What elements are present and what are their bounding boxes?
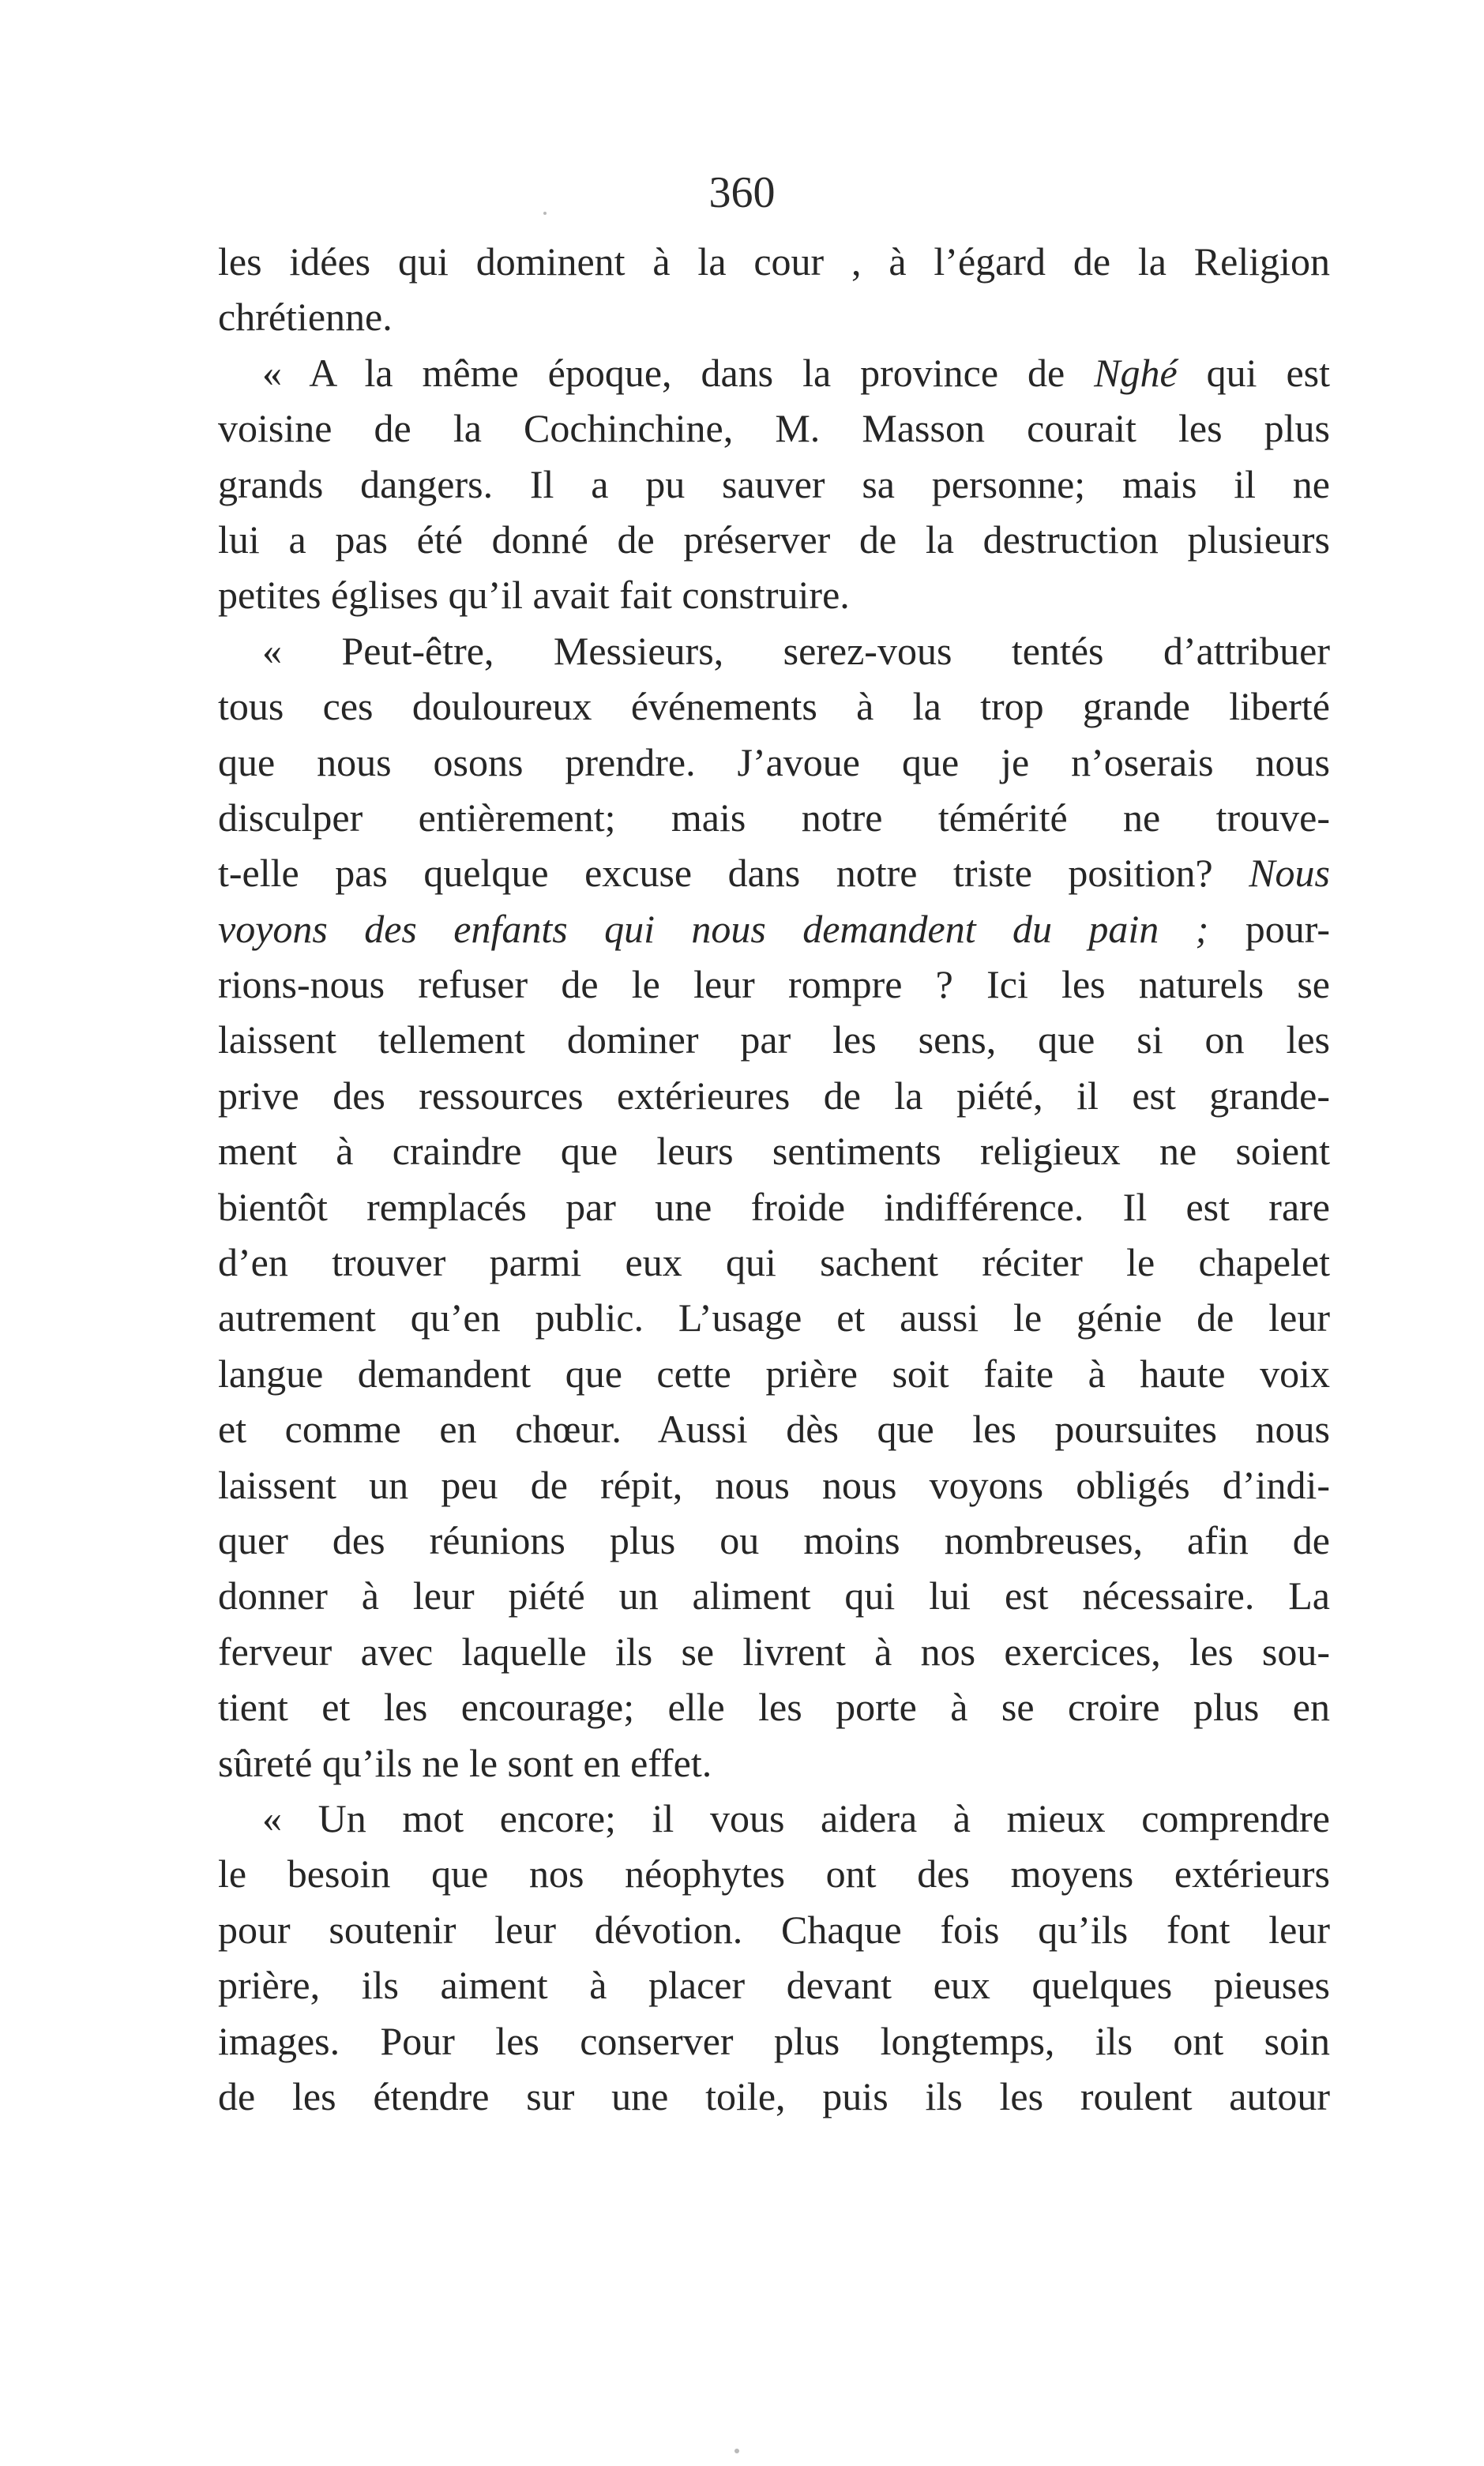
text-run: et comme en chœur. Aussi dès que les poursuites nous: [218, 1407, 1330, 1452]
text-line: [218, 1179, 1330, 1235]
text-line: [218, 957, 1330, 1012]
text-line: [218, 289, 1330, 344]
text-run: t-elle pas quelque excuse dans notre triste position?: [218, 851, 1249, 896]
text-line: [218, 1568, 1330, 1623]
text-line: [218, 679, 1330, 734]
paper-speck: [543, 212, 547, 215]
italic-text-run: Nous: [1249, 851, 1330, 896]
text-line: [218, 1346, 1330, 1401]
text-line: [218, 1679, 1330, 1735]
text-run: de les étendre sur une toile, puis ils les roulent autour: [218, 2073, 1330, 2118]
text-run: bientôt remplacés par une froide indifférence. Il est rare: [218, 1184, 1330, 1229]
text-line: [218, 1902, 1330, 1957]
text-line: [218, 512, 1330, 567]
text-line: [218, 457, 1330, 512]
text-line: [218, 567, 1330, 622]
text-run: rions-nous refuser de le leur rompre ? Ici les naturels se: [218, 962, 1330, 1007]
paper-speck: [734, 2449, 739, 2453]
text-line: [218, 1513, 1330, 1568]
text-line: [218, 234, 1330, 289]
text-line: [218, 1624, 1330, 1679]
text-run: images. Pour les conserver plus longtemps, ils ont soin: [218, 2018, 1330, 2063]
text-line: [218, 1123, 1330, 1178]
text-run: qui est: [1177, 350, 1330, 395]
text-run: donner à leur piété un aliment qui lui est nécessaire. La: [218, 1573, 1330, 1618]
italic-text-run: Nghé: [1094, 350, 1178, 395]
text-run: langue demandent que cette prière soit faite à haute voix: [218, 1351, 1330, 1396]
text-line: [218, 1846, 1330, 1901]
text-run: laissent tellement dominer par les sens, que si on les: [218, 1017, 1330, 1062]
text-run: tient et les encourage; elle les porte à se croire plus en: [218, 1685, 1330, 1730]
page-number: 360: [708, 168, 776, 217]
text-run: sûreté qu’ils ne le sont en effet.: [218, 1740, 712, 1785]
text-run: le besoin que nos néophytes ont des moyens extérieurs: [218, 1851, 1330, 1896]
text-run: « A la même époque, dans la province de: [262, 350, 1095, 395]
text-run: ferveur avec laquelle ils se livrent à nos exercices, les sou-: [218, 1629, 1330, 1674]
text-line: [218, 1735, 1330, 1791]
text-line: [218, 345, 1330, 400]
text-line: [218, 400, 1330, 456]
text-line: [218, 1401, 1330, 1457]
text-line: [218, 901, 1330, 957]
text-run: quer des réunions plus ou moins nombreuses, afin de: [218, 1517, 1330, 1562]
text-line: [218, 1957, 1330, 2013]
text-line: [218, 1290, 1330, 1345]
text-run: prive des ressources extérieures de la piété, il est grande-: [218, 1073, 1330, 1118]
text-run: les idées qui dominent à la cour , à l’égard de la Religion: [218, 239, 1330, 284]
text-line: [218, 1012, 1330, 1067]
text-run: prière, ils aiment à placer devant eux quelques pieuses: [218, 1963, 1330, 2008]
text-line: [218, 1235, 1330, 1290]
text-run: que nous osons prendre. J’avoue que je n’oserais nous: [218, 739, 1330, 784]
text-run: lui a pas été donné de préserver de la destruction plusieurs: [218, 517, 1330, 562]
text-run: chrétienne.: [218, 295, 393, 340]
text-line: [218, 623, 1330, 679]
text-line: [218, 790, 1330, 845]
text-run: « Peut-être, Messieurs, serez-vous tentés d’attribuer: [262, 628, 1330, 673]
text-run: pour soutenir leur dévotion. Chaque fois qu’ils font leur: [218, 1907, 1330, 1952]
text-line: [218, 1457, 1330, 1513]
text-line: [218, 735, 1330, 790]
text-run: laissent un peu de répit, nous nous voyons obligés d’indi-: [218, 1462, 1330, 1507]
text-line: [218, 845, 1330, 900]
text-line: [218, 2013, 1330, 2069]
text-run: voisine de la Cochinchine, M. Masson courait les plus: [218, 406, 1330, 451]
text-run: autrement qu’en public. L’usage et aussi le génie de leur: [218, 1295, 1330, 1340]
text-line: [218, 1791, 1330, 1846]
text-line: [218, 2069, 1330, 2124]
text-run: ment à craindre que leurs sentiments religieux ne soient: [218, 1129, 1330, 1174]
text-run: disculper entièrement; mais notre témérité ne trouve-: [218, 795, 1330, 840]
body-text: [218, 234, 1330, 2124]
text-run: « Un mot encore; il vous aidera à mieux comprendre: [262, 1795, 1330, 1840]
text-run: tous ces douloureux événements à la trop grande liberté: [218, 684, 1330, 729]
text-line: [218, 1068, 1330, 1123]
text-run: grands dangers. Il a pu sauver sa personne; mais il ne: [218, 461, 1330, 506]
text-run: petites églises qu’il avait fait construire.: [218, 573, 850, 618]
text-run: pour-: [1208, 906, 1330, 951]
italic-text-run: voyons des enfants qui nous demandent du pain ;: [218, 906, 1209, 951]
text-run: d’en trouver parmi eux qui sachent réciter le chapelet: [218, 1240, 1330, 1285]
